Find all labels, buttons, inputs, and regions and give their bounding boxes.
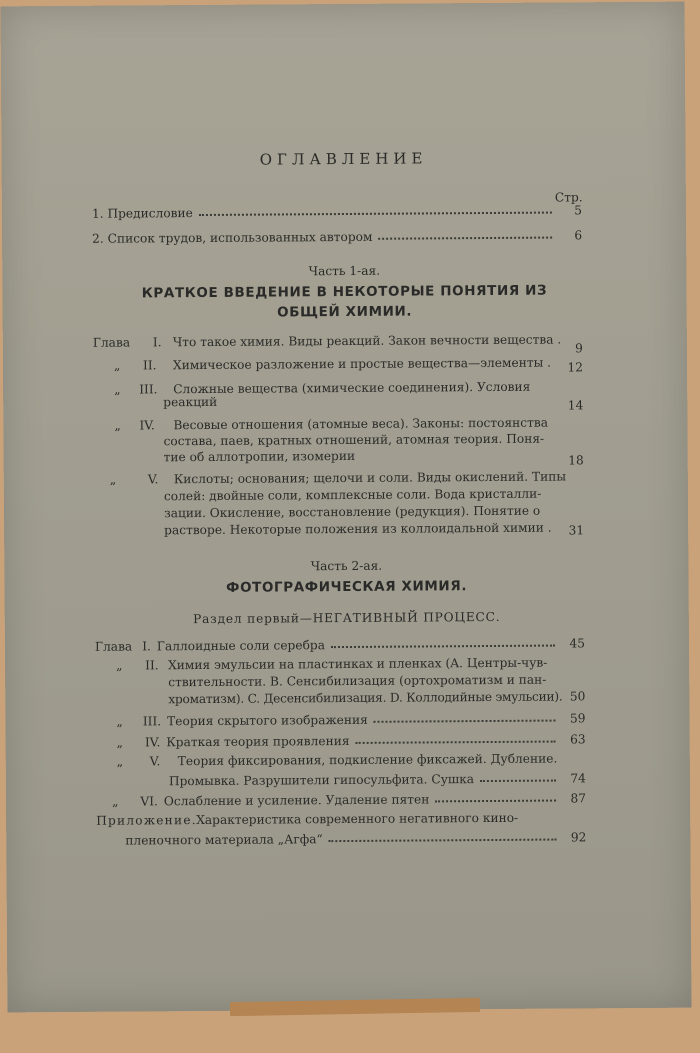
chapter-prefix: „: [116, 735, 124, 750]
chapter-prefix: „: [116, 754, 124, 769]
chapter-text: состава, паев, кратных отношений, атомная теория. Поня-: [163, 431, 545, 449]
leader-dots: [329, 839, 557, 843]
chapter-prefix: „: [109, 472, 117, 487]
chapter-number: II.: [142, 358, 157, 373]
part-label: Часть 2-ая.: [310, 558, 383, 574]
chapter-text: Краткая теория проявления: [166, 733, 350, 750]
chapter-text: Теория фиксирования, подкисление фиксажей. Дубление.: [177, 751, 558, 769]
leader-dots: [374, 720, 556, 723]
chapter-text: солей: двойные соли, комплексные соли. Вода кристалли-: [163, 486, 542, 504]
part-title-line-2: ОБЩЕЙ ХИМИИ.: [277, 303, 413, 321]
page-number: 92: [570, 830, 587, 845]
chapter-text: тие об аллотропии, изомерии: [163, 448, 356, 465]
chapter-text: Промывка. Разрушители гипосульфита. Сушка: [168, 772, 475, 789]
chapter-number: III.: [142, 714, 162, 729]
page-number: 45: [569, 636, 586, 651]
chapter-text: Галлоидные соли серебра: [156, 638, 325, 654]
chapter-text: Весовые отношения (атомные веса). Законы: постоянства: [173, 415, 548, 433]
chapter-number: I.: [152, 335, 162, 350]
chapter-prefix: „: [112, 794, 119, 809]
chapter-number: III.: [139, 382, 158, 397]
page-number: 5: [574, 203, 582, 218]
chapter-prefix: „: [116, 714, 123, 729]
part-title: ФОТОГРАФИЧЕСКАЯ ХИМИЯ.: [226, 578, 468, 596]
chapter-prefix: „: [114, 418, 121, 433]
page-number: 74: [570, 771, 586, 786]
section-title: Раздел первый—НЕГАТИВНЫЙ ПРОЦЕСС.: [193, 609, 501, 627]
toc-entry: [117, 728, 586, 749]
toc-entry: [95, 632, 585, 653]
leader-dots: [480, 780, 556, 783]
chapter-prefix: „: [116, 658, 123, 673]
chapter-text: реакций: [163, 394, 218, 410]
chapter-text: Кислоты; основания; щелочи и соли. Виды окислений. Типы: [173, 469, 567, 487]
toc-content: [0, 2, 691, 1013]
toc-title: ОГЛАВЛЕНИЕ: [259, 149, 428, 169]
page-number: 14: [567, 398, 584, 413]
part-title-line-1: КРАТКОЕ ВВЕДЕНИЕ В НЕКОТОРЫЕ ПОНЯТИЯ ИЗ: [141, 282, 548, 302]
chapter-text: Сложные вещества (химические соединения). Условия: [173, 379, 531, 397]
entry-title: 1. Предисловие: [91, 206, 193, 221]
page-number: 50: [569, 689, 586, 704]
chapter-prefix: „: [113, 358, 121, 373]
leader-dots: [378, 237, 552, 240]
chapter-text: Химия эмульсии на пластинках и пленках (A. Центры-чув-: [168, 655, 548, 673]
page-number: 6: [574, 228, 583, 243]
page-number: 9: [575, 341, 583, 356]
page-number: 31: [568, 523, 585, 538]
chapter-text: Что такое химия. Виды реакций. Закон вечности вещества .: [172, 332, 562, 350]
leader-dots: [435, 800, 556, 803]
toc-entry: [92, 199, 582, 220]
appendix-text: Характеристика современного негативного кино-: [196, 810, 519, 828]
chapter-number: VI.: [140, 794, 158, 809]
toc-entry: [112, 787, 586, 808]
chapter-text: зации. Окисление, восстановление (редукция). Понятие о: [163, 503, 541, 521]
chapter-text: хроматизм). C. Десенсибилизация. D. Коллодийные эмульсии).: [168, 689, 563, 707]
book-page: [0, 2, 691, 1013]
chapter-text: растворе. Некоторые положения из коллоидальной химии .: [164, 520, 552, 538]
page-number: 59: [569, 711, 586, 726]
toc-entry: [92, 224, 582, 245]
chapter-text: Теория скрытого изображения: [167, 712, 368, 729]
chapter-text: Ослабление и усиление. Удаление пятен: [163, 792, 430, 809]
page-number: 87: [570, 791, 587, 806]
leader-dots: [331, 645, 555, 649]
chapter-number: II.: [145, 658, 159, 673]
chapter-text: ствительности. B. Сенсибилизация (ортохроматизм и пан-: [168, 672, 547, 690]
leader-dots: [355, 741, 555, 744]
chapter-prefix: „: [114, 382, 121, 397]
toc-entry: [116, 707, 585, 728]
chapter-number: V.: [147, 472, 159, 487]
appendix-prefix: Приложение.: [96, 813, 197, 828]
appendix-text: пленочного материала „Агфа“: [125, 832, 323, 848]
chapter-number: IV.: [139, 418, 155, 433]
chapter-number: V.: [149, 754, 161, 769]
leader-dots: [199, 212, 552, 216]
tape-strip: [230, 998, 480, 1016]
part-label: Часть 1-ая.: [308, 263, 381, 279]
page-number: 63: [570, 732, 586, 747]
page-column-label: Стр.: [554, 190, 583, 205]
chapter-number: IV.: [144, 735, 161, 750]
toc-entry: [125, 826, 586, 847]
chapter-prefix: Глава: [92, 335, 131, 350]
page-number: 12: [567, 360, 584, 375]
chapter-prefix: Глава: [94, 639, 133, 654]
page-number: 18: [568, 453, 584, 468]
chapter-text: Химическое разложение и простые вещества—элементы .: [172, 355, 552, 373]
toc-entry: [169, 767, 586, 788]
chapter-number: I.: [142, 639, 151, 654]
entry-title: 2. Список трудов, использованных автором: [92, 229, 373, 246]
